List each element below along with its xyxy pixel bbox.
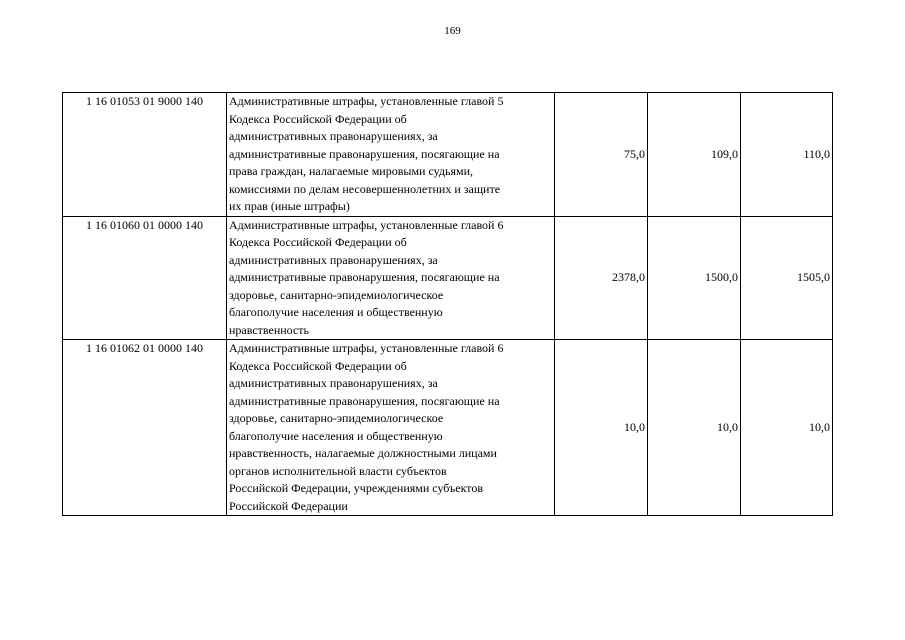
- description-line: Российской Федерации: [229, 498, 348, 513]
- budget-code-cell: 1 16 01060 01 0000 140: [63, 216, 227, 340]
- description-cell: [227, 340, 555, 516]
- description-cell: [227, 93, 555, 217]
- value-cell-year-2: 109,0: [648, 93, 741, 217]
- table-row: [63, 93, 833, 217]
- description-line: административные правонарушения, посягающие на: [229, 393, 500, 408]
- value-cell-year-3: 1505,0: [741, 216, 833, 340]
- description-line: комиссиями по делам несовершеннолетних и защите: [229, 181, 501, 196]
- description-line: нравственность: [229, 322, 310, 337]
- description-line: Административные штрафы, установленные главой 6: [229, 217, 504, 232]
- description-line: административных правонарушениях, за: [229, 129, 438, 143]
- value-cell-year-1: 2378,0: [555, 216, 648, 340]
- table-row: [63, 216, 833, 340]
- budget-code-cell: 1 16 01062 01 0000 140: [63, 340, 227, 516]
- value-cell-year-3: 10,0: [741, 340, 833, 516]
- description-line: права граждан, налагаемые мировыми судьями,: [229, 164, 473, 178]
- description-line: Кодекса Российской Федерации об: [229, 358, 407, 373]
- table-body: [63, 93, 833, 516]
- description-cell: [227, 216, 555, 340]
- value-cell-year-1: 10,0: [555, 340, 648, 516]
- description-line: благополучие населения и общественную: [229, 305, 443, 319]
- description-line: Кодекса Российской Федерации об: [229, 235, 407, 249]
- description-line: здоровье, санитарно-эпидемиологическое: [229, 287, 444, 302]
- description-line: органов исполнительной власти субъектов: [229, 463, 447, 478]
- table-row: [63, 340, 833, 516]
- description-line: их прав (иные штрафы): [229, 199, 350, 213]
- value-cell-year-3: 110,0: [741, 93, 833, 217]
- description-line: благополучие населения и общественную: [229, 428, 443, 443]
- value-cell-year-2: 10,0: [648, 340, 741, 516]
- budget-table: [62, 92, 833, 516]
- description-line: административные правонарушения, посягающие на: [229, 146, 500, 161]
- description-line: нравственность, налагаемые должностными лицами: [229, 446, 497, 460]
- value-cell-year-2: 1500,0: [648, 216, 741, 340]
- budget-code-cell: 1 16 01053 01 9000 140: [63, 93, 227, 217]
- value-cell-year-1: 75,0: [555, 93, 648, 217]
- description-line: Российской Федерации, учреждениями субъектов: [229, 481, 484, 495]
- description-line: административных правонарушениях, за: [229, 252, 438, 267]
- description-line: Административные штрафы, установленные главой 6: [229, 341, 504, 355]
- description-line: здоровье, санитарно-эпидемиологическое: [229, 411, 444, 425]
- description-line: административные правонарушения, посягающие на: [229, 270, 500, 284]
- description-line: Административные штрафы, установленные главой 5: [229, 94, 504, 108]
- description-line: Кодекса Российской Федерации об: [229, 111, 407, 126]
- page-number: 169: [444, 25, 461, 37]
- description-line: административных правонарушениях, за: [229, 376, 438, 390]
